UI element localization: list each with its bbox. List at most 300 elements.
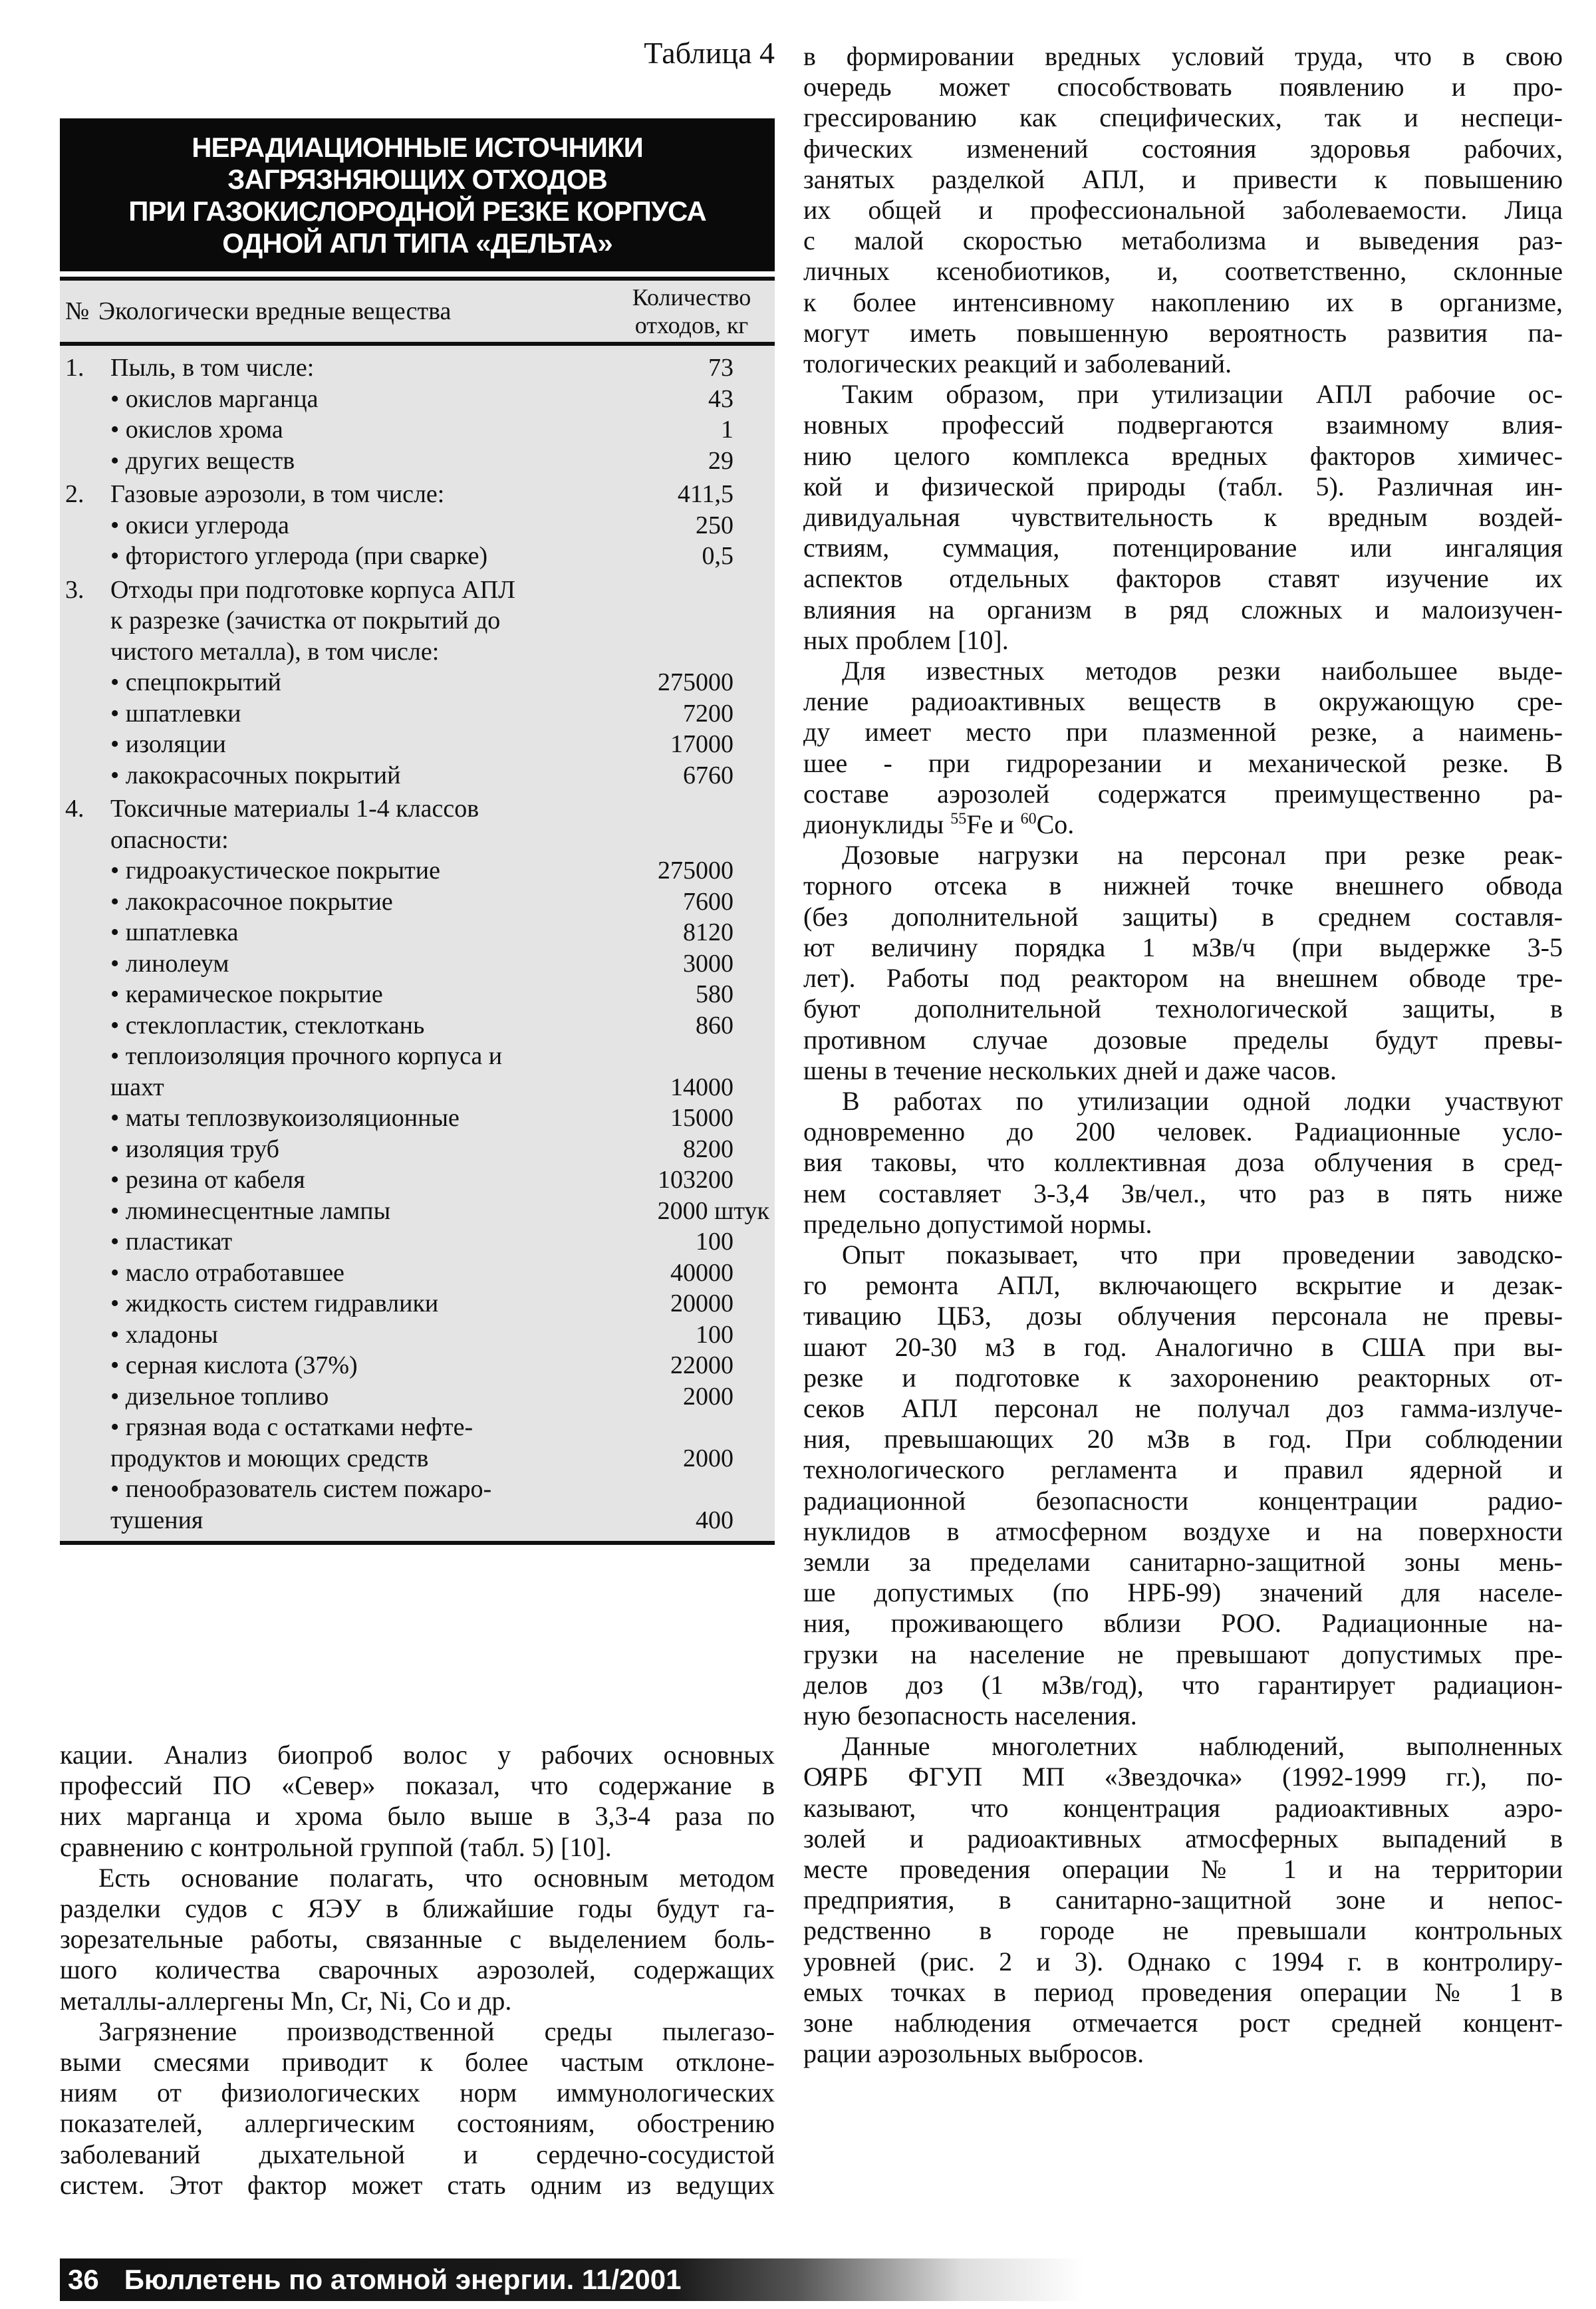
row-substance: шахт — [110, 1073, 164, 1101]
table-row — [60, 1288, 775, 1319]
text-line-content: влияния на организм в ряд сложных и малоизучен- — [803, 594, 1563, 624]
text-line-content: ют величину порядка 1 мЗв/ч (при выдержке 3-5 — [803, 932, 1563, 962]
text-line-content: казывают, что концентрация радиоактивных аэро- — [803, 1792, 1563, 1823]
table-row — [60, 1412, 775, 1443]
text-line-content: в формировании вредных условий труда, что в свою — [803, 41, 1563, 71]
text-line-content: занятых разделкой АПЛ, и привести к повышению — [803, 164, 1563, 194]
table-row — [60, 729, 775, 760]
text-line — [60, 1801, 775, 1832]
header-qty — [615, 283, 768, 339]
table-row — [60, 917, 775, 948]
text-line — [60, 2078, 775, 2108]
text-line — [803, 256, 1563, 287]
text-line-content: профессий ПО «Север» показал, что содержание в — [60, 1770, 775, 1801]
co-symbol: Co. — [1036, 809, 1075, 840]
text-line-content: предприятия, в санитарно-защитной зоне и непос- — [803, 1885, 1563, 1915]
table-row — [60, 1443, 775, 1474]
text-line-content: дивидуальная чувствительность к вредным воздей- — [803, 502, 1563, 533]
text-line-content: лет). Работы под реактором на внешнем обводе тре- — [803, 963, 1563, 994]
row-number — [65, 948, 110, 980]
row-number — [65, 1103, 110, 1134]
table-row — [60, 1103, 775, 1134]
text-line — [60, 1863, 775, 1893]
row-substance: к разрезке (зачистка от покрытий до — [110, 607, 501, 634]
row-substance: чистого металла), в том числе: — [110, 637, 440, 666]
row-substance: • лакокрасочных покрытий — [110, 761, 401, 789]
row-substance: • стеклопластик, стеклоткань — [110, 1011, 425, 1039]
text-line — [803, 994, 1563, 1024]
text-line — [803, 902, 1563, 932]
text-line — [803, 1547, 1563, 1577]
text-line — [60, 1924, 775, 1955]
text-line-content: Загрязнение производственной среды пылегазо- — [98, 2016, 775, 2046]
text-line — [803, 1885, 1563, 1915]
text-line-content: земли за пределами санитарно-защитной зоны мень- — [803, 1546, 1563, 1577]
table-row — [60, 541, 775, 572]
divider — [60, 271, 775, 277]
text-line-content: ния, превышающих 20 мЗв в год. При соблюдении — [803, 1424, 1563, 1454]
row-number — [65, 855, 110, 886]
row-substance: • шпатлевка — [110, 918, 239, 946]
row-substance: • жидкость систем гидравлики — [110, 1290, 439, 1317]
text-line-content: систем. Этот фактор может стать одним из ведущих — [60, 2169, 775, 2200]
row-number — [65, 541, 110, 572]
table-row — [60, 825, 775, 856]
text-line — [60, 2047, 775, 2078]
text-line — [803, 72, 1563, 102]
text-line-content: зорезательные работы, связанные с выделением боль- — [60, 1924, 775, 1955]
text-line-content: их общей и профессиональной заболеваемости. Лица — [803, 195, 1563, 225]
text-line-content: В работах по утилизации одной лодки участвуют — [842, 1085, 1563, 1116]
text-line-content: уровней (рис. 2 и 3). Однако с 1994 г. в контролиру- — [803, 1946, 1563, 1976]
text-line-content: резке и подготовке к захоронению реакторных от- — [803, 1362, 1563, 1393]
text-line — [803, 1393, 1563, 1424]
text-line — [60, 1986, 775, 2016]
row-substance: • гидроакустическое покрытие — [110, 857, 440, 884]
text-line — [803, 102, 1563, 133]
table-body — [60, 281, 775, 1541]
row-number: 1. — [65, 354, 84, 382]
row-number — [65, 1010, 110, 1041]
row-quantity: 43 — [708, 384, 733, 413]
table-row — [60, 414, 775, 446]
table-row — [60, 1164, 775, 1196]
text-line-content: металлы-аллергены Mn, Cr, Ni, Co и др. — [60, 1985, 512, 2016]
row-substance: Пыль, в том числе: — [110, 354, 315, 382]
table-row — [60, 1226, 775, 1258]
header-num: № — [65, 297, 90, 325]
text-line — [803, 41, 1563, 72]
text-line — [803, 656, 1563, 686]
text-line-content: делов доз (1 мЗв/год), что гарантирует радиацион- — [803, 1669, 1563, 1700]
row-number — [65, 729, 110, 760]
text-line — [803, 1824, 1563, 1854]
row-substance: опасности: — [110, 825, 229, 854]
row-substance: • грязная вода с остатками нефте- — [110, 1413, 473, 1441]
table-row — [60, 384, 775, 415]
table-row — [60, 760, 775, 791]
row-number — [65, 446, 110, 477]
table-row — [60, 667, 775, 698]
text-line-content: них марганца и хрома было выше в 3,3-4 раза по — [60, 1801, 775, 1832]
row-quantity: 250 — [696, 511, 733, 539]
row-quantity — [561, 825, 775, 856]
row-substance: • лакокрасочное покрытие — [110, 887, 393, 916]
row-quantity: 29 — [708, 446, 733, 475]
row-quantity: 3000 — [683, 949, 733, 978]
text-line — [803, 1055, 1563, 1086]
text-line — [803, 1577, 1563, 1608]
row-number — [65, 414, 110, 446]
row-quantity: 100 — [696, 1228, 733, 1256]
text-line-content: ше допустимых (по НРБ-99) значений для населе- — [803, 1577, 1563, 1608]
text-line-content: радиационной безопасности концентрации радио- — [803, 1485, 1563, 1516]
text-line — [803, 1454, 1563, 1485]
text-line — [803, 1793, 1563, 1824]
text-line — [60, 1955, 775, 1985]
text-line-content: шают 20-30 мЗ в год. Аналогично в США при вы- — [803, 1331, 1563, 1362]
table-row — [60, 479, 775, 510]
text-line — [803, 1147, 1563, 1178]
text-line — [60, 1832, 775, 1863]
text-line-content: кации. Анализ биопроб волос у рабочих основных — [60, 1740, 775, 1770]
text-line — [803, 2008, 1563, 2038]
text-line — [803, 1270, 1563, 1301]
text-line-content: шены в течение нескольких дней и даже часов. — [803, 1055, 1337, 1085]
text-line — [60, 2108, 775, 2139]
text-line — [803, 1117, 1563, 1147]
row-number — [65, 1350, 110, 1381]
row-substance: • линолеум — [110, 949, 229, 978]
text-line — [803, 1209, 1563, 1240]
row-substance: • спецпокрытий — [110, 668, 281, 696]
text-line — [803, 533, 1563, 563]
text-line-content: сравнению с контрольной группой (табл. 5) [10]. — [60, 1832, 612, 1862]
text-line-content: ление радиоактивных веществ в окружающую сре- — [803, 686, 1563, 717]
row-quantity: 860 — [696, 1011, 733, 1039]
row-number — [65, 1319, 110, 1351]
text-line-content: фических изменений состояния здоровья рабочих, — [803, 133, 1563, 164]
row-number — [65, 760, 110, 791]
row-substance: • дизельное топливо — [110, 1382, 329, 1411]
text-line-content: заболеваний дыхательной и сердечно-сосудистой — [60, 2139, 775, 2169]
text-line — [803, 1670, 1563, 1700]
row-number — [65, 886, 110, 918]
text-line-content: одновременно до 200 человек. Радиационные усло- — [803, 1117, 1563, 1147]
text-line-content: предельно допустимой нормы. — [803, 1208, 1152, 1239]
row-substance: • фтористого углерода (при сварке) — [110, 542, 488, 570]
row-quantity: 7600 — [683, 887, 733, 916]
table-row — [60, 1041, 775, 1072]
text-line-content: Таким образом, при утилизации АПЛ рабочие ос- — [842, 379, 1563, 410]
text-line-content: показателей, аллергическим состояниям, обострению — [60, 2108, 775, 2139]
text-line — [803, 164, 1563, 195]
text-line — [803, 1700, 1563, 1731]
table-row — [60, 1350, 775, 1381]
row-quantity: 2000 — [683, 1382, 733, 1411]
row-number — [65, 1041, 110, 1072]
text-line-content: ду имеет место при плазменной резке, а наимень- — [803, 717, 1563, 747]
text-line-content: торного отсека в нижней точке внешнего обвода — [803, 871, 1563, 901]
row-number — [65, 979, 110, 1010]
row-number — [65, 667, 110, 698]
table-title — [60, 118, 775, 271]
row-number — [65, 1505, 110, 1536]
text-line — [803, 686, 1563, 717]
text-line — [803, 932, 1563, 963]
fe-mass-number: 55 — [950, 810, 967, 828]
row-number — [65, 825, 110, 856]
text-line — [60, 2170, 775, 2201]
row-number — [65, 1412, 110, 1443]
row-substance: • серная кислота (37%) — [110, 1351, 358, 1379]
text-line-content: шого количества сварочных аэрозолей, содержащих — [60, 1955, 775, 1985]
text-line-content: аспектов отдельных факторов ставят изучение их — [803, 563, 1563, 594]
row-quantity — [561, 605, 775, 636]
table-row — [60, 352, 775, 384]
text-line — [803, 1178, 1563, 1209]
table-row — [60, 793, 775, 825]
header-qty-line1: Количество — [632, 284, 751, 311]
text-line-content: Дозовые нагрузки на персонал при резке реак- — [842, 840, 1563, 871]
row-quantity — [561, 636, 775, 668]
row-substance: • керамическое покрытие — [110, 980, 383, 1008]
row-quantity — [561, 575, 775, 606]
row-substance: • пластикат — [110, 1228, 233, 1256]
row-substance: Газовые аэрозоли, в том числе: — [110, 480, 445, 508]
text-line-content: емых точках в период проведения операции № 1 в — [803, 1976, 1563, 2007]
table-row — [60, 855, 775, 886]
row-substance: • маты теплозвукоизоляционные — [110, 1104, 460, 1132]
row-number — [65, 1381, 110, 1413]
row-number — [65, 698, 110, 730]
row-quantity: 400 — [696, 1506, 733, 1534]
text-line — [803, 595, 1563, 625]
header-qty-line2: отходов, кг — [634, 312, 749, 339]
row-quantity: 8200 — [683, 1135, 733, 1163]
text-line-content: очередь может способствовать появлению и про- — [803, 72, 1563, 102]
table-row — [60, 1381, 775, 1413]
row-quantity — [561, 1474, 775, 1505]
co-mass-number: 60 — [1020, 810, 1037, 828]
table-row — [60, 948, 775, 980]
row-substance: • шпатлевки — [110, 699, 241, 728]
text-line — [803, 348, 1563, 379]
table-row — [60, 698, 775, 730]
table-row — [60, 1474, 775, 1505]
text-line — [803, 134, 1563, 164]
text-line — [60, 2016, 775, 2047]
left-text-column — [60, 1740, 775, 2201]
text-line-content: ОЯРБ ФГУП МП «Звездочка» (1992-1999 гг.), по- — [803, 1762, 1563, 1792]
row-substance: продуктов и моющих средств — [110, 1444, 429, 1472]
page-footer — [60, 2258, 1084, 2301]
text-line-content: рации аэрозольных выбросов. — [803, 2038, 1144, 2069]
text-line — [803, 441, 1563, 472]
text-line — [803, 1854, 1563, 1885]
text-line-content: противном случае дозовые пределы будут превы- — [803, 1024, 1563, 1055]
row-quantity: 2000 штук — [657, 1196, 769, 1225]
text-line-content: кой и физической природы (табл. 5). Различная ин- — [803, 471, 1563, 501]
text-line — [60, 2139, 775, 2170]
row-substance: • резина от кабеля — [110, 1166, 305, 1194]
text-line — [803, 1977, 1563, 2008]
text-line — [803, 2038, 1563, 2069]
row-quantity: 0,5 — [702, 542, 733, 570]
text-line — [803, 963, 1563, 994]
table-row — [60, 636, 775, 668]
row-number — [65, 1164, 110, 1196]
table-header — [60, 281, 775, 342]
table-row — [60, 510, 775, 541]
footer-text — [68, 2261, 681, 2298]
text-line — [803, 748, 1563, 779]
row-substance: • масло отработавшее — [110, 1258, 344, 1287]
text-line — [803, 1363, 1563, 1393]
table-row — [60, 1134, 775, 1165]
text-line — [60, 1893, 775, 1924]
row-number: 2. — [65, 480, 84, 508]
row-number: 4. — [65, 795, 84, 823]
text-line — [803, 871, 1563, 901]
text-line-content: с малой скоростью метаболизма и выведения раз- — [803, 225, 1563, 256]
table-row — [60, 575, 775, 606]
row-substance: тушения — [110, 1506, 203, 1534]
text-line — [803, 1639, 1563, 1670]
row-quantity: 14000 — [670, 1073, 733, 1101]
table-row — [60, 1258, 775, 1289]
text-line-content: грузки на население не превышают допустимых пре- — [803, 1639, 1563, 1669]
row-quantity: 73 — [708, 354, 733, 382]
text-line — [803, 563, 1563, 594]
row-number — [65, 1134, 110, 1165]
table-rows — [60, 346, 775, 1541]
table-caption: Таблица 4 — [644, 36, 775, 70]
text-line — [803, 809, 1563, 840]
text-line — [803, 1762, 1563, 1792]
row-substance: • теплоизоляция прочного корпуса и — [110, 1042, 503, 1070]
table-row — [60, 979, 775, 1010]
text-line — [803, 1332, 1563, 1363]
row-quantity — [561, 1412, 775, 1443]
table-row — [60, 1196, 775, 1227]
right-text-column — [803, 41, 1563, 2069]
text-line-content: тивацию ЦБЗ, дозы облучения персонала не превы- — [803, 1301, 1563, 1331]
row-quantity: 20000 — [670, 1290, 733, 1317]
row-number — [65, 917, 110, 948]
text-line — [803, 472, 1563, 502]
row-number — [65, 1258, 110, 1289]
text-line-content: ных проблем [10]. — [803, 624, 1009, 655]
text-line — [803, 1025, 1563, 1055]
text-line-content: месте проведения операции № 1 и на территории — [803, 1853, 1563, 1884]
row-quantity — [561, 793, 775, 825]
text-line-content: буют дополнительной технологической защиты, в — [803, 994, 1563, 1024]
text-line-content: выми смесями приводит к более частым отклоне- — [60, 2047, 775, 2078]
text-line — [803, 410, 1563, 440]
row-quantity: 8120 — [683, 918, 733, 946]
row-substance: • пенообразователь систем пожаро- — [110, 1475, 492, 1503]
row-quantity: 6760 — [683, 761, 733, 789]
text-line — [803, 1240, 1563, 1270]
divider — [60, 1541, 775, 1545]
text-line-content: (без дополнительной защиты) в среднем составля- — [803, 901, 1563, 932]
text-line — [803, 840, 1563, 871]
row-substance: Отходы при подготовке корпуса АПЛ — [110, 575, 515, 604]
text-line — [803, 318, 1563, 348]
radionuclides — [944, 809, 1074, 839]
row-substance: • хладоны — [110, 1320, 218, 1349]
text-line-content: ния, проживающего вблизи РОО. Радиационные на- — [803, 1608, 1563, 1639]
text-line-content: составе аэрозолей содержатся преимущественно ра- — [803, 778, 1563, 809]
row-quantity: 1 — [721, 416, 733, 444]
fe-symbol: Fe — [966, 809, 994, 840]
row-quantity: 7200 — [683, 699, 733, 728]
text-line-content: зоне наблюдения отмечается рост средней концент- — [803, 2008, 1563, 2038]
waste-table — [60, 118, 775, 1545]
table-row — [60, 886, 775, 918]
table-row — [60, 446, 775, 477]
text-line — [803, 1516, 1563, 1547]
text-line-content: дионуклиды — [803, 809, 944, 840]
row-quantity: 17000 — [670, 730, 733, 758]
text-line-content: редственно в городе не превышали контрольных — [803, 1915, 1563, 1946]
text-line — [803, 379, 1563, 410]
text-line — [803, 195, 1563, 225]
row-quantity: 100 — [696, 1320, 733, 1349]
row-quantity: 40000 — [670, 1258, 733, 1287]
row-number — [65, 605, 110, 636]
row-substance: Токсичные материалы 1-4 классов — [110, 795, 479, 823]
row-quantity: 275000 — [658, 668, 733, 696]
conjunction: и — [993, 809, 1021, 840]
row-substance: • окислов марганца — [110, 384, 319, 413]
table-title-line: НЕРАДИАЦИОННЫЕ ИСТОЧНИКИ — [192, 132, 643, 163]
row-quantity: 15000 — [670, 1104, 733, 1132]
text-line — [60, 1770, 775, 1801]
text-line-content: технологического регламента и правил ядерной и — [803, 1454, 1563, 1485]
text-line — [803, 225, 1563, 256]
row-quantity: 411,5 — [677, 480, 733, 508]
table-row — [60, 605, 775, 636]
row-substance: • изоляция труб — [110, 1135, 279, 1163]
row-number — [65, 1072, 110, 1103]
text-line-content: золей и радиоактивных атмосферных выпадений в — [803, 1823, 1563, 1853]
page-number: 36 — [68, 2264, 99, 2295]
row-substance: • окислов хрома — [110, 416, 283, 444]
text-line-content: ную безопасность населения. — [803, 1700, 1137, 1730]
row-number — [65, 1288, 110, 1319]
table-title-line: ЗАГРЯЗНЯЮЩИХ ОТХОДОВ — [227, 164, 607, 195]
row-number — [65, 1443, 110, 1474]
text-line — [803, 1424, 1563, 1454]
row-substance: • люминесцентные лампы — [110, 1196, 391, 1225]
text-line-content: Опыт показывает, что при проведении заводско- — [842, 1239, 1563, 1270]
row-quantity: 103200 — [658, 1166, 733, 1194]
text-line — [803, 1301, 1563, 1331]
text-line-content: Для известных методов резки наибольшее выде- — [842, 656, 1563, 686]
text-line-content: шее - при гидрорезании и механической резке. В — [803, 747, 1563, 778]
row-number — [65, 1196, 110, 1227]
text-line-content: грессированию как специфических, так и неспеци- — [803, 102, 1563, 133]
text-line — [803, 1731, 1563, 1762]
text-line — [803, 1608, 1563, 1639]
text-line-content: Данные многолетних наблюдений, выполненных — [842, 1731, 1563, 1762]
text-line-content: личных ксенобиотиков, и, соответственно, склонные — [803, 256, 1563, 287]
row-quantity: 22000 — [670, 1351, 733, 1379]
row-number — [65, 636, 110, 668]
row-number — [65, 510, 110, 541]
